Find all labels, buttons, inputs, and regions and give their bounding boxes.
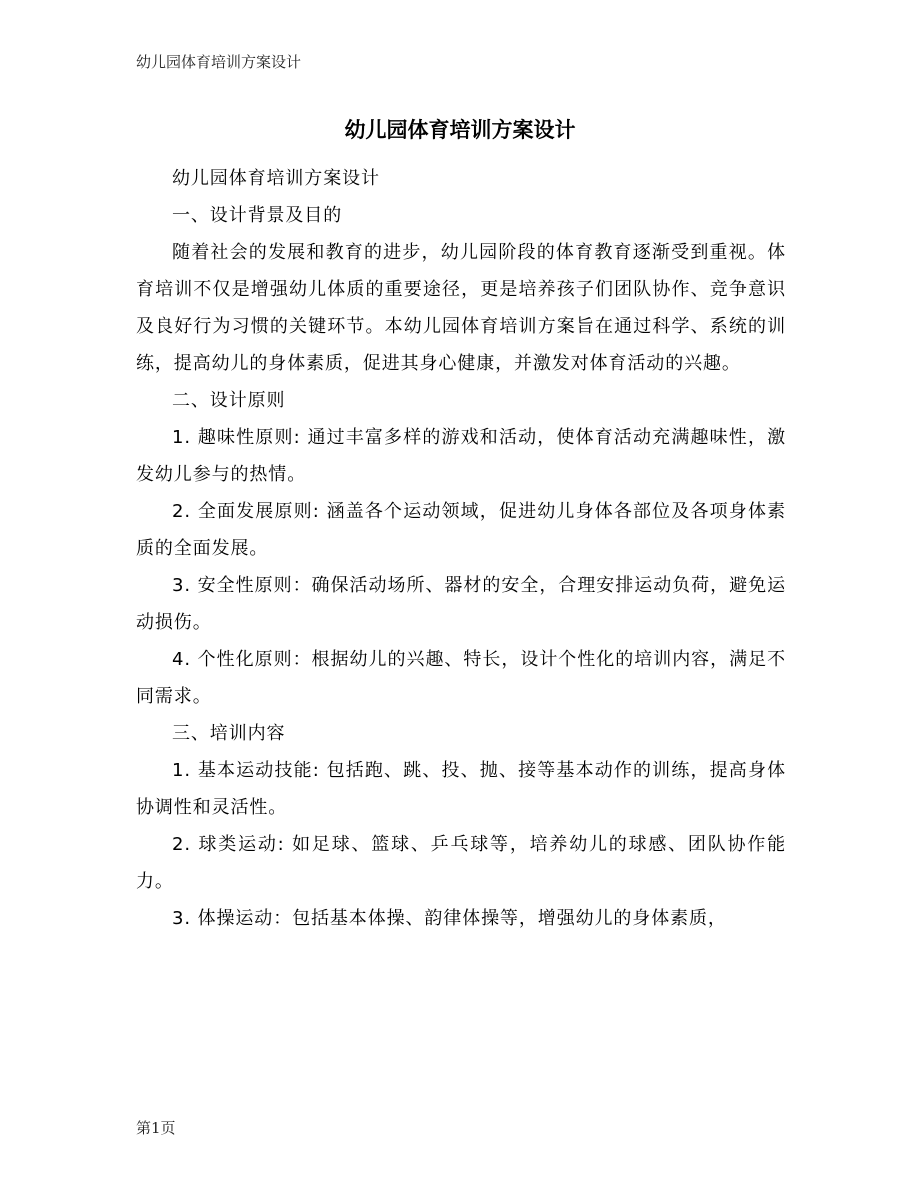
running-header: 幼儿园体育培训方案设计 (136, 53, 302, 71)
section-heading-background: 一、设计背景及目的 (172, 205, 343, 226)
paragraph-content-basic-skills: 1. 基本运动技能: 包括跑、跳、投、抛、接等基本动作的训练，提高身体协调性和灵活性。 (136, 760, 786, 818)
paragraph-principle-fun: 1. 趣味性原则: 通过丰富多样的游戏和活动，使体育活动充满趣味性，激发幼儿参与的热情。 (136, 427, 786, 485)
document-body (136, 160, 786, 937)
page-number: 第1页 (136, 1119, 176, 1137)
paragraph-content-gymnastics: 3. 体操运动：包括基本体操、韵律体操等，增强幼儿的身体素质， (172, 908, 727, 929)
document-title: 幼儿园体育培训方案设计 (344, 118, 576, 142)
paragraph-subtitle: 幼儿园体育培训方案设计 (172, 168, 380, 189)
paragraph-content-ball-sports: 2. 球类运动: 如足球、篮球、乒乓球等，培养幼儿的球感、团队协作能力。 (136, 834, 786, 892)
section-heading-content: 三、培训内容 (172, 723, 286, 744)
paragraph-principle-individual: 4. 个性化原则：根据幼儿的兴趣、特长，设计个性化的培训内容，满足不同需求。 (136, 649, 786, 707)
paragraph-background: 随着社会的发展和教育的进步，幼儿园阶段的体育教育逐渐受到重视。体育培训不仅是增强幼儿体质的重要途径，更是培养孩子们团队协作、竞争意识及良好行为习惯的关键环节。本幼儿园体育培训方案旨在通过科学、系统的训练，提高幼儿的身体素质，促进其身心健康，并激发对体育活动的兴趣。 (136, 242, 786, 374)
paragraph-principle-development: 2. 全面发展原则: 涵盖各个运动领域，促进幼儿身体各部位及各项身体素质的全面发展。 (136, 501, 786, 559)
paragraph-principle-safety: 3. 安全性原则：确保活动场所、器材的安全，合理安排运动负荷，避免运动损伤。 (136, 575, 786, 633)
section-heading-principles: 二、设计原则 (172, 390, 286, 411)
